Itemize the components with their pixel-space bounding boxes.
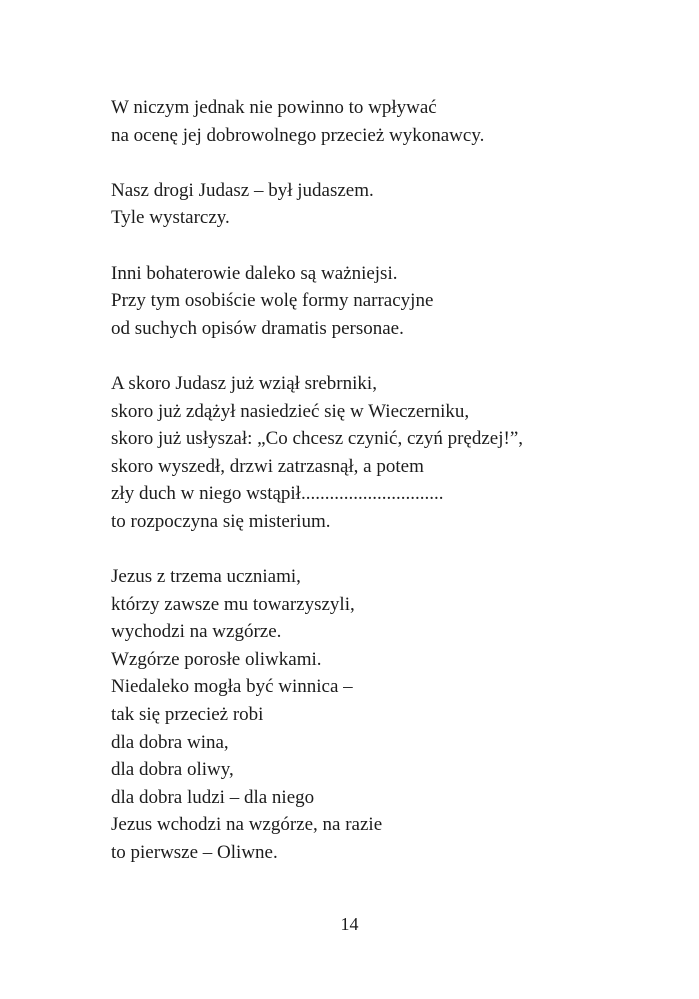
poem-line: Niedaleko mogła być winnica –: [111, 676, 353, 698]
poem-line: dla dobra wina,: [111, 731, 229, 753]
poem-line: Nasz drogi Judasz – był judaszem.: [111, 179, 374, 201]
poem-line: na ocenę jej dobrowolnego przecież wykonawcy.: [111, 124, 485, 146]
stanza: [111, 94, 651, 149]
poem-line: A skoro Judasz już wziął srebrniki,: [111, 372, 377, 394]
poem-line: to rozpoczyna się misterium.: [111, 510, 331, 532]
poem-line: skoro wyszedł, drzwi zatrzasnął, a potem: [111, 455, 424, 477]
stanza: [111, 260, 651, 343]
poem-line: to pierwsze – Oliwne.: [111, 842, 278, 864]
poem-line: Wzgórze porosłe oliwkami.: [111, 648, 322, 670]
page-number: 14: [340, 914, 359, 934]
poem-line: Jezus wchodzi na wzgórze, na razie: [111, 814, 383, 836]
poem-line: od suchych opisów dramatis personae.: [111, 317, 404, 339]
poem-line: wychodzi na wzgórze.: [111, 621, 282, 643]
poem-line: Inni bohaterowie daleko są ważniejsi.: [111, 262, 398, 284]
poem-line: którzy zawsze mu towarzyszyli,: [111, 593, 355, 615]
stanza: [111, 177, 651, 232]
poem-line: W niczym jednak nie powinno to wpływać: [111, 97, 437, 118]
poem-line: tak się przecież robi: [111, 704, 264, 726]
poem-line: skoro już usłyszał: „Co chcesz czynić, czyń prędzej!”,: [111, 428, 524, 450]
poem-line: dla dobra oliwy,: [111, 759, 234, 781]
poem-line: skoro już zdążył nasiedzieć się w Wieczerniku,: [111, 400, 470, 422]
poem-text: [111, 94, 651, 867]
poem-line: dla dobra ludzi – dla niego: [111, 786, 315, 808]
stanza: [111, 370, 651, 536]
poem-line: Przy tym osobiście wolę formy narracyjne: [111, 290, 434, 312]
stanza: [111, 563, 651, 867]
poem-line: Jezus z trzema uczniami,: [111, 566, 301, 588]
poem-line: Tyle wystarczy.: [111, 207, 230, 229]
poem-line: zły duch w niego wstąpił..............................: [111, 483, 444, 505]
